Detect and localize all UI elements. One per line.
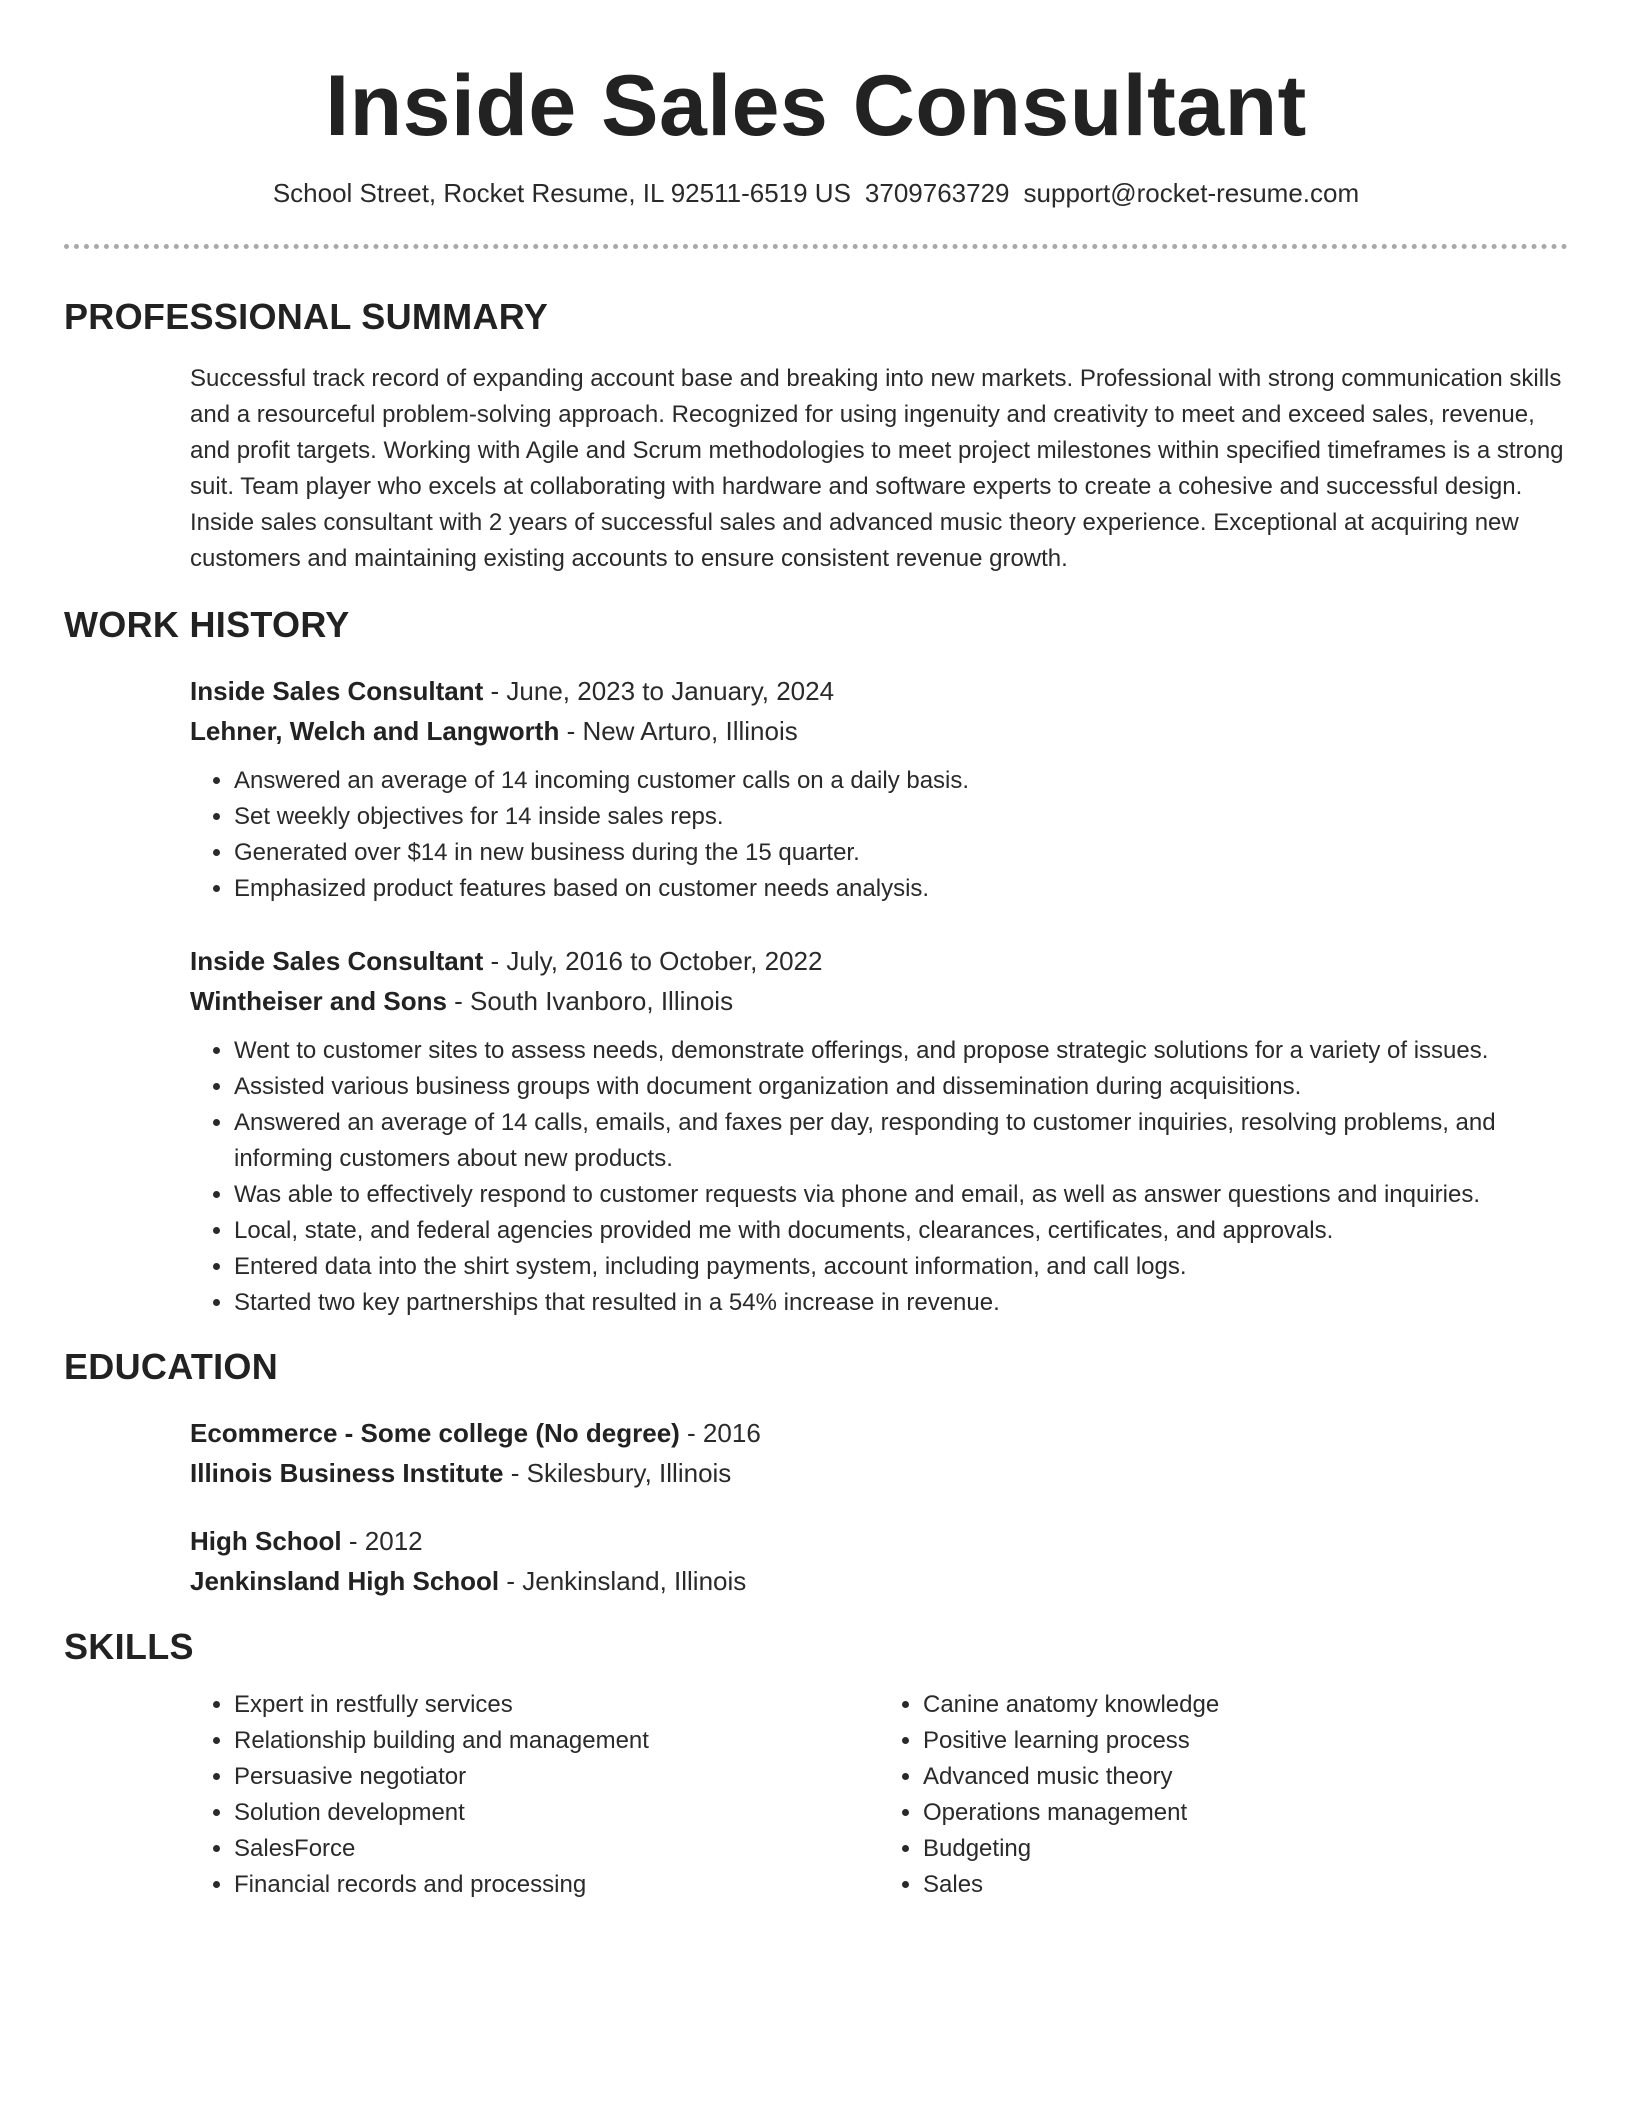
contact-address: School Street, Rocket Resume, IL 92511-6519 US	[272, 178, 851, 208]
education-list	[190, 1413, 1568, 1601]
skill-item: • Operations management	[923, 1795, 1568, 1831]
list-item: • Started two key partnerships that resulted in a 54% increase in revenue.	[234, 1285, 1568, 1321]
skill-item: • Solution development	[234, 1795, 879, 1831]
job-bullets	[190, 763, 1568, 907]
job-role: Inside Sales Consultant	[190, 676, 484, 706]
edu-year: - 2016	[679, 1418, 761, 1448]
section-title-education: EDUCATION	[64, 1346, 279, 1387]
skill-item: • Positive learning process	[923, 1723, 1568, 1759]
skills-column-left	[190, 1687, 879, 1903]
resume-name: Inside Sales Consultant	[325, 58, 1307, 154]
job-dates: - July, 2016 to October, 2022	[483, 946, 823, 976]
header-divider	[64, 244, 1568, 249]
skill-item: • Canine anatomy knowledge	[923, 1687, 1568, 1723]
list-item: • Set weekly objectives for 14 inside sales reps.	[234, 799, 1568, 835]
edu-location: - Jenkinsland, Illinois	[499, 1566, 747, 1596]
job-company: Lehner, Welch and Langworth	[190, 716, 560, 746]
job-entry	[190, 671, 1568, 907]
edu-school: Illinois Business Institute	[190, 1458, 504, 1488]
list-item: • Entered data into the shirt system, including payments, account information, and call logs.	[234, 1249, 1568, 1285]
summary-text: Successful track record of expanding account base and breaking into new markets. Professional with strong communication skills and a resourceful problem-solving approach. Recognized for using ingenuity and creativity to meet and exceed sales, revenue, and profit targets. Working with Agile and Scrum methodologies to meet project milestones within specified timeframes is a strong suit. Team player who excels at collaborating with hardware and software experts to create a cohesive and successful design. Inside sales consultant with 2 years of successful sales and advanced music theory experience. Exceptional at acquiring new customers and maintaining existing accounts to ensure consistent revenue growth.	[190, 365, 1564, 572]
skill-item: • Financial records and processing	[234, 1867, 879, 1903]
job-entry	[190, 941, 1568, 1321]
edu-degree: Ecommerce - Some college (No degree)	[190, 1418, 680, 1448]
edu-degree: High School	[190, 1526, 342, 1556]
skill-item: • Relationship building and management	[234, 1723, 879, 1759]
job-dates: - June, 2023 to January, 2024	[483, 676, 835, 706]
contact-phone: 3709763729	[864, 178, 1010, 208]
edu-location: - Skilesbury, Illinois	[503, 1458, 732, 1488]
skill-item: • Expert in restfully services	[234, 1687, 879, 1723]
skills-column-right	[879, 1687, 1568, 1903]
work-history	[190, 671, 1568, 1321]
section-title-work: WORK HISTORY	[64, 604, 350, 645]
skill-item: • Advanced music theory	[923, 1759, 1568, 1795]
skill-item: • Budgeting	[923, 1831, 1568, 1867]
edu-year: - 2012	[341, 1526, 423, 1556]
section-title-skills: SKILLS	[64, 1626, 194, 1667]
contact-line	[64, 176, 1568, 210]
skill-item: • SalesForce	[234, 1831, 879, 1867]
education-entry	[190, 1413, 1568, 1493]
list-item: • Local, state, and federal agencies provided me with documents, clearances, certificates, and approvals.	[234, 1213, 1568, 1249]
list-item: • Answered an average of 14 incoming customer calls on a daily basis.	[234, 763, 1568, 799]
skill-item: • Sales	[923, 1867, 1568, 1903]
job-location: - New Arturo, Illinois	[559, 716, 798, 746]
list-item: • Assisted various business groups with document organization and dissemination during acquisitions.	[234, 1069, 1568, 1105]
job-bullets	[190, 1033, 1568, 1321]
list-item: • Was able to effectively respond to customer requests via phone and email, as well as answer questions and inquiries.	[234, 1177, 1568, 1213]
job-company: Wintheiser and Sons	[190, 986, 447, 1016]
list-item: • Generated over $14 in new business during the 15 quarter.	[234, 835, 1568, 871]
contact-email: support@rocket-resume.com	[1023, 178, 1360, 208]
skills-grid	[190, 1687, 1568, 1903]
list-item: • Answered an average of 14 calls, emails, and faxes per day, responding to customer inquiries, resolving problems, and informing customers about new products.	[234, 1105, 1568, 1177]
list-item: • Emphasized product features based on customer needs analysis.	[234, 871, 1568, 907]
list-item: • Went to customer sites to assess needs, demonstrate offerings, and propose strategic solutions for a variety of issues.	[234, 1033, 1568, 1069]
job-role: Inside Sales Consultant	[190, 946, 484, 976]
skill-item: • Persuasive negotiator	[234, 1759, 879, 1795]
section-title-summary: PROFESSIONAL SUMMARY	[64, 296, 549, 337]
education-entry	[190, 1521, 1568, 1601]
job-location: - South Ivanboro, Illinois	[446, 986, 734, 1016]
edu-school: Jenkinsland High School	[190, 1566, 500, 1596]
